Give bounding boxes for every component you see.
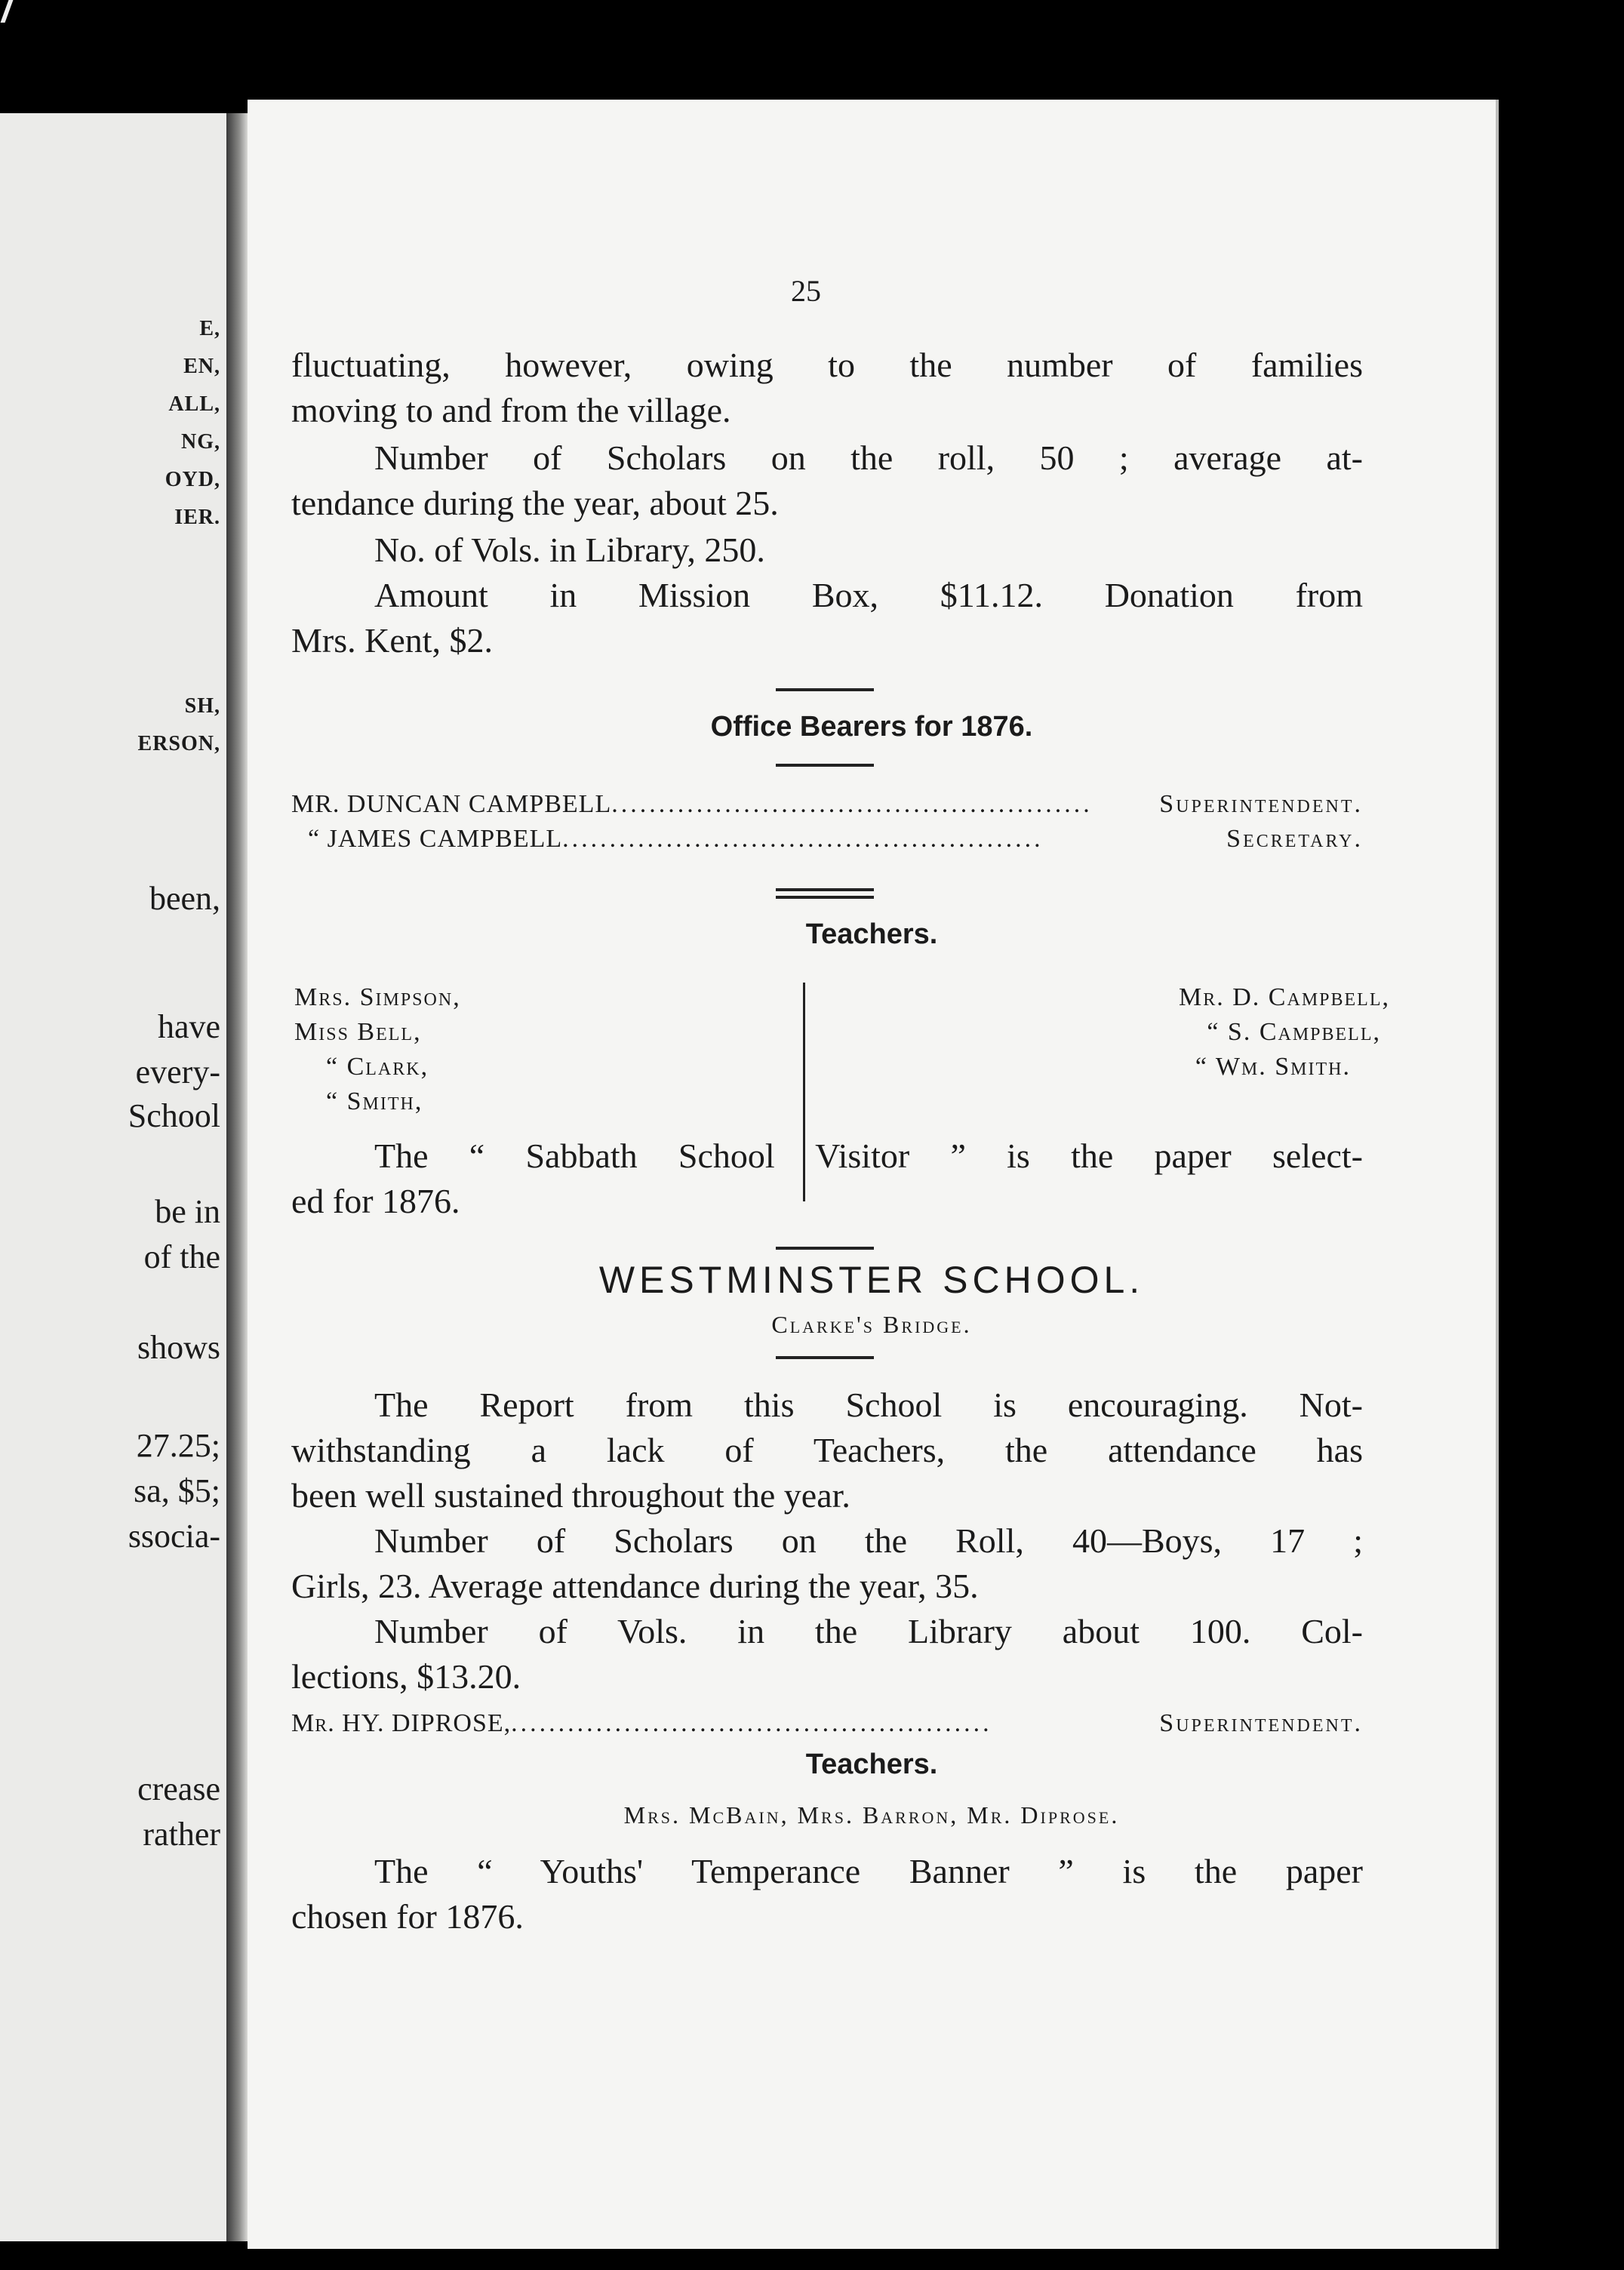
paragraph-line: Number of Vols. in the Library about 100. Col- [374,1612,1363,1650]
left-page-text-fragment: have [157,1008,220,1045]
school-subtitle: Clarke's Bridge. [771,1311,972,1338]
leader-dots: ................................................... [562,825,1044,853]
teacher-name: “ Clark, [326,1053,429,1081]
left-page-text-fragment: every- [135,1053,220,1090]
section-rule [776,888,874,891]
section-rule [776,688,874,691]
paragraph-line: chosen for 1876. [291,1897,524,1936]
office-bearer-row [291,788,1363,821]
teacher-name: “ Wm. Smith. [1195,1053,1351,1081]
teacher-name: Miss Bell, [294,1018,422,1046]
left-page-text-fragment: shows [137,1329,220,1366]
superintendent-name: Mr. HY. DIPROSE, [291,1709,512,1737]
page-number: 25 [791,274,821,308]
paragraph-line: Mrs. Kent, $2. [291,621,494,660]
left-page-text-fragment: ERSON, [137,732,220,755]
superintendent-row [291,1707,1363,1740]
left-page-text-fragment: sa, $5; [134,1472,220,1509]
section-rule [776,1356,874,1359]
office-bearers-heading: Office Bearers for 1876. [710,711,1033,743]
paragraph-line: The “ Sabbath School Visitor ” is the paper select- [374,1137,1363,1175]
paragraph-line: No. of Vols. in Library, 250. [374,531,765,569]
left-page-text-fragment: be in [155,1193,220,1230]
office-bearer-row [291,823,1363,856]
left-page-text-fragment: 27.25; [136,1427,220,1464]
paragraph-line: fluctuating, however, owing to the number of families [291,346,1363,384]
left-page-text-fragment: OYD, [165,468,220,491]
section-rule [776,1247,874,1250]
teacher-name: “ S. Campbell, [1207,1018,1381,1046]
office-bearer-role: Superintendent. [1159,790,1363,818]
teacher-name: Mr. D. Campbell, [1179,983,1390,1011]
left-page-text-fragment: rather [143,1816,220,1853]
left-page-text-fragment: NG, [181,430,220,454]
office-bearer-name: MR. DUNCAN CAMPBELL [291,790,612,818]
paragraph-line: lections, $13.20. [291,1657,521,1696]
office-bearer-role: Secretary. [1226,825,1363,853]
left-page-fragment [0,113,231,2241]
paragraph-line: moving to and from the village. [291,391,731,429]
section-rule [776,896,874,899]
superintendent-role: Superintendent. [1159,1709,1363,1737]
left-page-text-fragment: of the [143,1238,220,1275]
left-page-text-fragment: ssocia- [128,1518,220,1555]
paragraph-line: Girls, 23. Average attendance during the year, 35. [291,1567,979,1605]
left-page-text-fragment: IER. [174,506,220,529]
teachers-list: Mrs. McBain, Mrs. Barron, Mr. Diprose. [623,1801,1120,1829]
paragraph-line: ed for 1876. [291,1182,460,1220]
paragraph-line: been well sustained throughout the year. [291,1476,850,1515]
left-page-text-fragment: EN, [183,355,220,378]
paragraph-line: The Report from this School is encouraging. Not- [374,1386,1363,1424]
paragraph-line: Number of Scholars on the Roll, 40—Boys, 17 ; [374,1521,1363,1560]
left-page-text-fragment: been, [149,880,220,917]
left-page-text-fragment: E, [199,317,220,340]
section-rule [776,764,874,767]
left-page-text-fragment: ALL, [168,392,220,416]
teacher-name: “ Smith, [326,1087,423,1115]
paragraph-line: Number of Scholars on the roll, 50 ; average at- [374,438,1363,477]
book-gutter [226,113,248,2241]
teachers-heading: Teachers. [805,918,938,950]
teachers-heading: Teachers. [805,1749,938,1780]
paragraph-line: Amount in Mission Box, $11.12. Donation from [374,576,1363,614]
school-title: WESTMINSTER SCHOOL. [598,1259,1145,1301]
right-page [248,100,1499,2249]
paragraph-line: tendance during the year, about 25. [291,484,779,522]
teacher-name: Mrs. Simpson, [294,983,461,1011]
left-page-text-fragment: crease [137,1770,220,1807]
paragraph-line: withstanding a lack of Teachers, the attendance has [291,1431,1363,1469]
office-bearer-name: “ JAMES CAMPBELL [308,825,563,853]
left-page-text-fragment: SH, [184,694,220,718]
left-page-text-fragment: School [128,1097,220,1134]
paragraph-line: The “ Youths' Temperance Banner ” is the paper [374,1852,1363,1890]
leader-dots: ................................................... [611,790,1093,818]
leader-dots: ................................................... [511,1709,992,1737]
scan-mark [1,0,14,23]
